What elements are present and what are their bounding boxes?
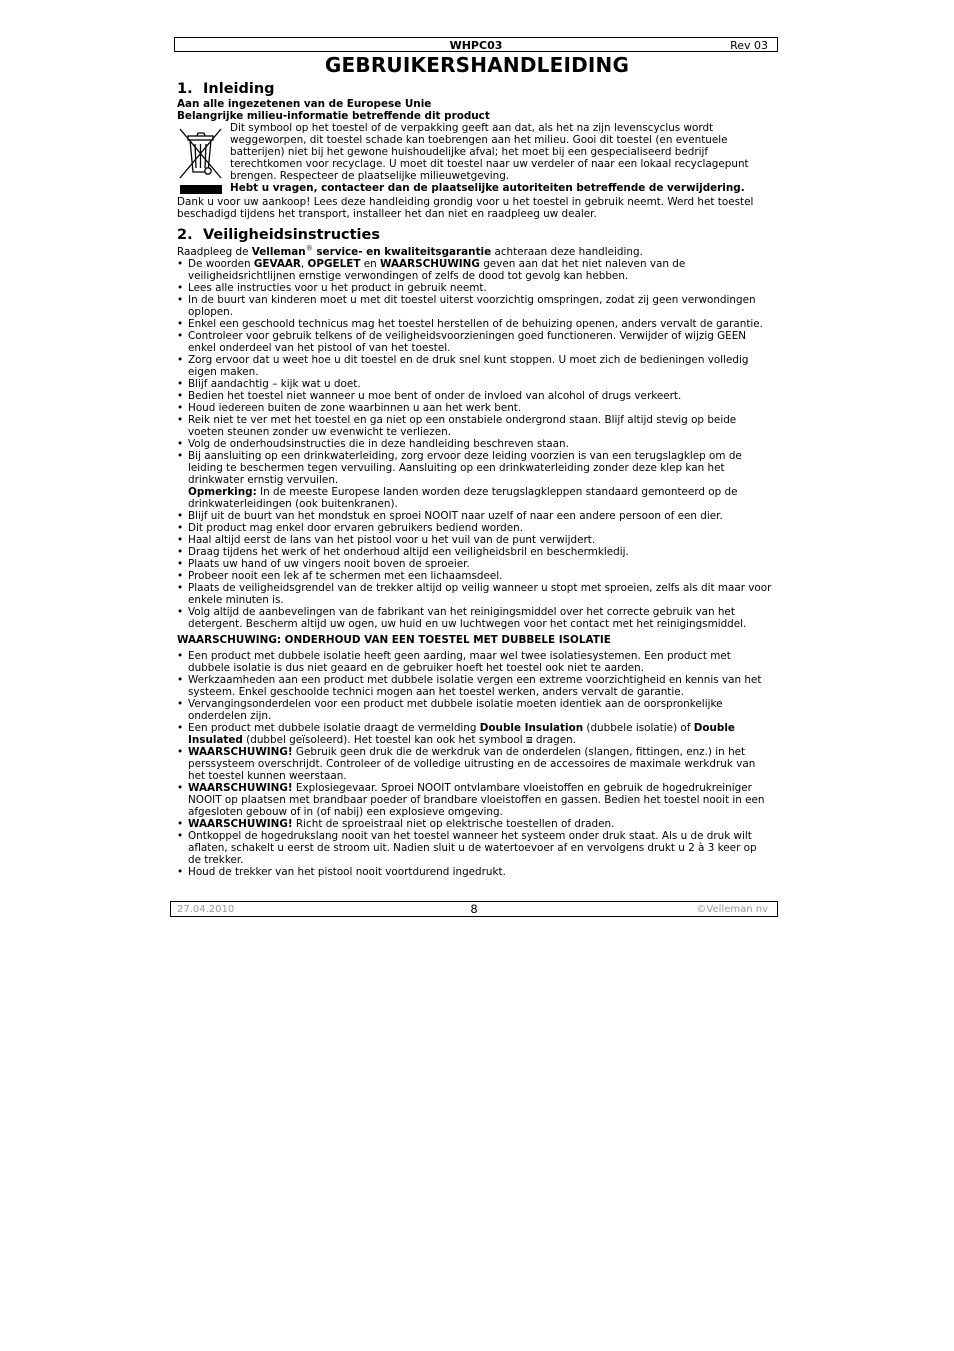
list-item: • Haal altijd eerst de lans van het pistool voor u het vuil van de punt verwijdert. (177, 534, 772, 546)
list-item: • WAARSCHUWING! Richt de sproeistraal niet op elektrische toestellen of draden. (177, 818, 772, 830)
list-item: • Zorg ervoor dat u weet hoe u dit toestel en de druk snel kunt stoppen. U moet zich de bedieningen volledig eigen maken. (177, 354, 772, 378)
document-title: GEBRUIKERSHANDLEIDING (324, 53, 630, 77)
list-item: • Volg de onderhoudsinstructies die in deze handleiding beschreven staan. (177, 438, 772, 450)
list-item: • De woorden GEVAAR, OPGELET en WAARSCHUWING geven aan dat het niet naleven van de veiligheidsrichtlijnen ernstige verwondingen of zelfs de dood tot gevolg kan hebben. (177, 258, 772, 282)
list-item: • Vervangingsonderdelen voor een product met dubbele isolatie moeten identiek aan de oorspronkelijke onderdelen zijn. (177, 698, 772, 722)
footer-copyright: ©Velleman nv (696, 904, 768, 915)
model-number: WHPC03 (449, 39, 503, 52)
list-item: • Plaats uw hand of uw vingers nooit boven de sproeier. (177, 558, 772, 570)
list-item: • Werkzaamheden aan een product met dubbele isolatie vergen een extreme voorzichtigheid en kennis van het systeem. Enkel geschoolde technici mogen aan het toestel werken, anders vervalt de garantie. (177, 674, 772, 698)
section-heading-inleiding: 1. Inleiding (177, 81, 275, 97)
list-item: • Ontkoppel de hogedrukslang nooit van het toestel wanneer het systeem onder druk staat. Als u de druk wilt aflaten, schakelt u eerst de stroom uit. Nadien sluit u de watertoevoer af en vervolgens drukt u 2 à 3 keer op de trekker. (177, 830, 772, 866)
eu-residents-subheading: Aan alle ingezetenen van de Europese Unie (177, 98, 432, 110)
section-heading-veiligheid: 2. Veiligheidsinstructies (177, 227, 380, 243)
list-item: • Bedien het toestel niet wanneer u moe bent of onder de invloed van alcohol of drugs verkeert. (177, 390, 772, 402)
double-insulation-warning-heading: WAARSCHUWING: ONDERHOUD VAN EEN TOESTEL MET DUBBELE ISOLATIE (177, 634, 611, 646)
list-item: • Dit product mag enkel door ervaren gebruikers bediend worden. (177, 522, 772, 534)
list-item: • Blijf uit de buurt van het mondstuk en sproei NOOIT naar uzelf of naar een andere persoon of een dier. (177, 510, 772, 522)
list-item: • Enkel een geschoold technicus mag het toestel herstellen of de behuizing openen, anders vervalt de garantie. (177, 318, 772, 330)
list-item: • Volg altijd de aanbevelingen van de fabrikant van het reinigingsmiddel over het correcte gebruik van het detergent. Bescherm altijd uw ogen, uw huid en uw luchtwegen voor het contact met het reinigingsmiddel. (177, 606, 772, 630)
page-content (177, 81, 772, 878)
list-item: • Houd iedereen buiten de zone waarbinnen u aan het werk bent. (177, 402, 772, 414)
footer-date: 27.04.2010 (177, 904, 235, 915)
list-item: • Een product met dubbele isolatie heeft geen aarding, maar wel twee isolatiesystemen. Een product met dubbele isolatie is dus niet geaard en de gebruiker hoeft het toestel ook niet te aarden. (177, 650, 772, 674)
double-insulation-symbol-icon: ⧈ (526, 734, 533, 746)
page-header (174, 37, 778, 52)
revision: Rev 03 (730, 39, 768, 52)
list-item: • Reik niet te ver met het toestel en ga niet op een onstabiele ondergrond staan. Blijf altijd stevig op beide voeten steunen zonder uw evenwicht te verliezen. (177, 414, 772, 438)
list-item: • Lees alle instructies voor u het product in gebruik neemt. (177, 282, 772, 294)
double-insulation-list (177, 650, 772, 878)
page-footer (170, 901, 778, 917)
list-item: • Plaats de veiligheidsgrendel van de trekker altijd op veilig wanneer u stopt met sproeien, zelfs als dit maar voor enkele minuten is. (177, 582, 772, 606)
list-item: • Controleer voor gebruik telkens of de veiligheidsvoorzieningen goed functioneren. Verwijder of wijzig GEEN enkel onderdeel van het pistool of van het toestel. (177, 330, 772, 354)
list-item: • Bij aansluiting op een drinkwaterleiding, zorg ervoor deze leiding voorzien is van een terugslagklep om de leiding te beschermen tegen vervuiling. Aansluiting op een drinkwaterleiding zonder deze klep kan het drinkwater ernstig vervuilen. Opmerking: In de meeste Europese landen worden deze terugslagkleppen standaard gemonteerd op de drinkwaterleidingen (ook buitenkranen). (177, 450, 772, 510)
list-item: • Draag tijdens het werk of het onderhoud altijd een veiligheidsbril en beschermkledij. (177, 546, 772, 558)
safety-list (177, 258, 772, 630)
list-item: • Probeer nooit een lek af te schermen met een lichaamsdeel. (177, 570, 772, 582)
environment-subheading: Belangrijke milieu-informatie betreffende dit product (177, 110, 490, 122)
crossed-out-bin-icon (177, 124, 227, 199)
weee-notice (177, 122, 772, 194)
list-item: • Houd de trekker van het pistool nooit voortdurend ingedrukt. (177, 866, 772, 878)
list-item: • In de buurt van kinderen moet u met dit toestel uiterst voorzichtig omspringen, zodat zij geen verwondingen oplopen. (177, 294, 772, 318)
weee-contact-note: Hebt u vragen, contacteer dan de plaatselijke autoriteiten betreffende de verwijdering. (230, 182, 745, 194)
thanks-paragraph: Dank u voor uw aankoop! Lees deze handleiding grondig voor u het toestel in gebruik neemt. Werd het toestel beschadigd tijdens het transport, installeer het dan niet en raadpleeg uw dealer. (177, 196, 754, 220)
weee-description: Dit symbool op het toestel of de verpakking geeft aan dat, als het na zijn levenscyclus wordt weggeworpen, dit toestel schade kan toebrengen aan het milieu. Gooi dit toestel (en eventuele batterijen) niet bij het gewone huishoudelijke afval; het moet bij een gespecialiseerd bedrijf terechtkomen voor recyclage. U moet dit toestel naar uw verdeler of naar een lokaal recyclagepunt brengen. Respecteer de plaatselijke milieuwetgeving. (230, 122, 749, 182)
list-item: • WAARSCHUWING! Gebruik geen druk die de werkdruk van de onderdelen (slangen, fittingen, enz.) in het perssysteem overschrijdt. Controleer of de volledige uitrusting en de accessoires de maximale werkdruk van het toestel kunnen weerstaan. (177, 746, 772, 782)
list-item: • Een product met dubbele isolatie draagt de vermelding Double Insulation (dubbele isolatie) of Double Insulated (dubbel geïsoleerd). Het toestel kan ook het symbool ⧈ dragen. (177, 722, 772, 746)
warranty-reference: Raadpleeg de Velleman® service- en kwaliteitsgarantie achteraan deze handleiding. (177, 244, 643, 258)
note-label: Opmerking: (188, 486, 257, 498)
list-item: • WAARSCHUWING! Explosiegevaar. Sproei NOOIT ontvlambare vloeistoffen en gebruik de hogedrukreiniger NOOIT op plaatsen met brandbaar poeder of brandbare vloeistoffen en gassen. Bedien het toestel nooit in een afgesloten gebouw of in (of nabij) een explosieve omgeving. (177, 782, 772, 818)
page-number: 8 (470, 902, 478, 916)
list-item: • Blijf aandachtig – kijk wat u doet. (177, 378, 772, 390)
